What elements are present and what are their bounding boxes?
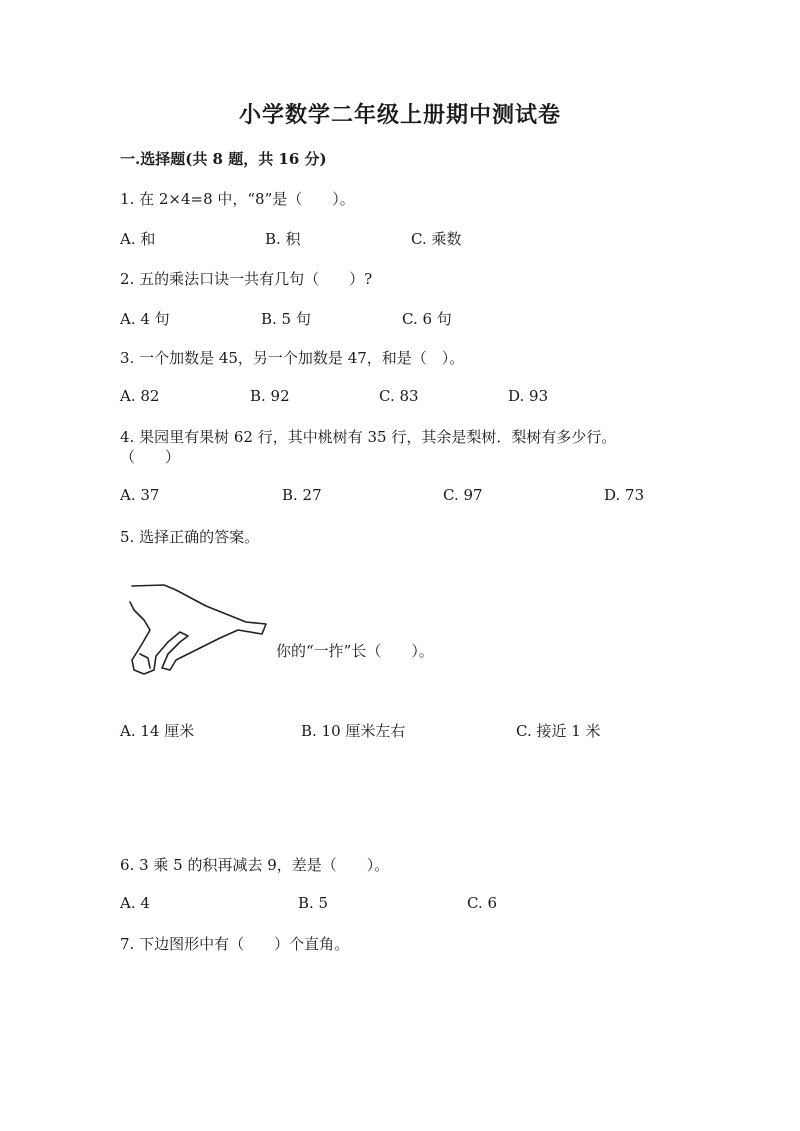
question-5-option-c: C. 接近 1 米 [516,722,601,740]
question-6-option-a: A. 4 [120,894,150,912]
question-1-stem: 1. 在 2×4=8 中，“8”是（ ）。 [120,190,355,208]
section-heading: 一.选择题(共 8 题，共 16 分) [120,150,327,168]
question-4-option-a: A. 37 [120,486,160,504]
question-3-stem: 3. 一个加数是 45，另一个加数是 47，和是（ ）。 [120,349,465,367]
question-2-option-c: C. 6 句 [402,310,452,328]
question-5-stem: 5. 选择正确的答案。 [120,528,260,546]
question-2-option-a: A. 4 句 [120,310,170,328]
question-6-stem: 6. 3 乘 5 的积再减去 9，差是（ ）。 [120,856,390,874]
question-2-stem: 2. 五的乘法口诀一共有几句（ ）? [120,270,373,288]
question-1-option-b: B. 积 [265,230,301,248]
question-6-option-c: C. 6 [467,894,498,912]
question-4-option-d: D. 73 [604,486,645,504]
question-3-option-b: B. 92 [250,387,290,405]
question-3-option-d: D. 93 [508,387,549,405]
question-4-option-c: C. 97 [443,486,483,504]
question-1-option-a: A. 和 [120,230,156,248]
question-5-option-a: A. 14 厘米 [120,722,195,740]
question-5-option-b: B. 10 厘米左右 [301,722,406,740]
question-7-stem: 7. 下边图形中有（ ）个直角。 [120,935,350,953]
question-2-option-b: B. 5 句 [261,310,311,328]
question-5-figure-caption: 你的“一拃”长（ ）。 [276,642,434,660]
question-3-option-c: C. 83 [379,387,419,405]
question-4-stem: 4. 果园里有果树 62 行，其中桃树有 35 行，其余是梨树．梨树有多少行。 [120,428,617,446]
question-4-stem-blank: （ ） [120,448,181,466]
question-6-option-b: B. 5 [298,894,329,912]
question-3-option-a: A. 82 [120,387,160,405]
page-title: 小学数学二年级上册期中测试卷 [238,102,561,128]
question-4-option-b: B. 27 [282,486,322,504]
hand-span-figure [128,580,270,680]
question-1-option-c: C. 乘数 [411,230,462,248]
